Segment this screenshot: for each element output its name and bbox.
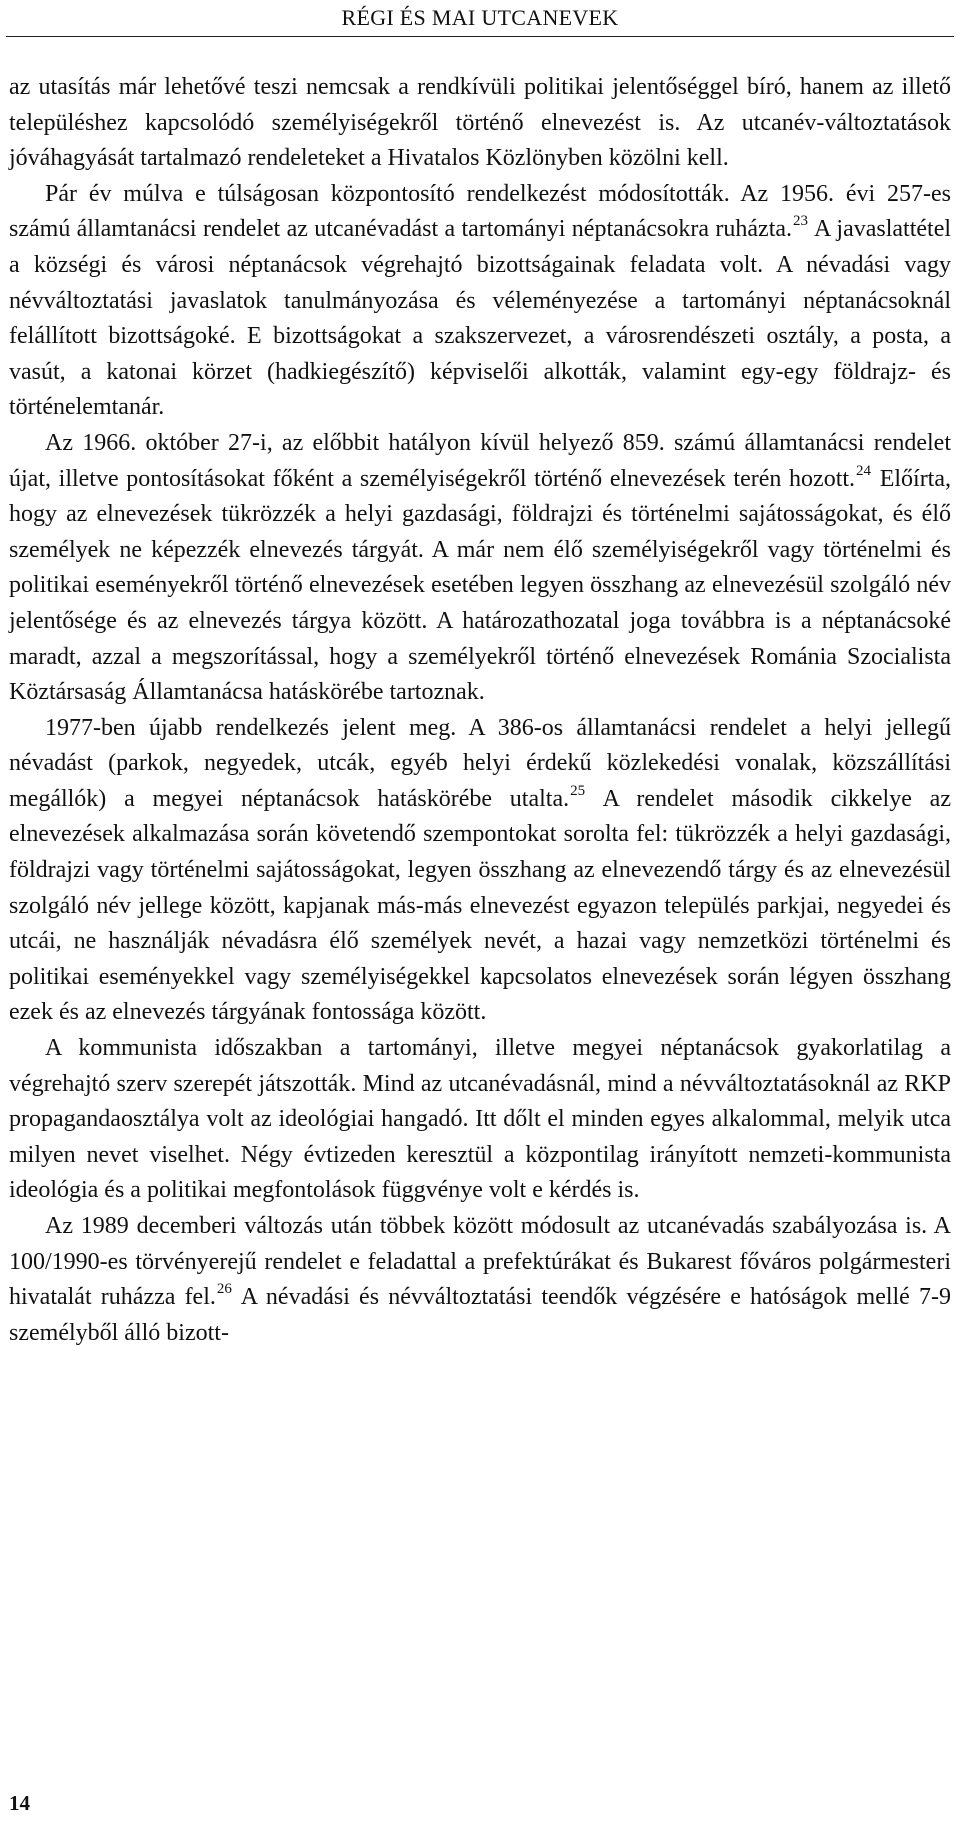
paragraph [9, 177, 951, 426]
paragraph-text: Pár év múlva e túlságosan központosító rendelkezést módosították. Az 1956. évi 257-es számú államtanácsi rendelet az utcanévadást a tartományi néptanácsokra ruházta. [9, 180, 951, 243]
page-number: 14 [9, 1791, 30, 1815]
footnote-marker[interactable]: 24 [856, 462, 872, 479]
paragraph-text: A javaslattétel a községi és városi néptanácsok végrehajtó bizottságainak feladata volt. A névadási vagy névváltoztatási javaslatok tanulmányozása és véleményezése a tartományi néptanácsoknál felállított bizottságoké. E bizottságokat a szakszervezet, a városrendészeti osztály, a posta, a vasút, a katonai körzet (hadkiegészítő) képviselői alkották, valamint egy-egy földrajz- és történelemtanár. [9, 216, 952, 421]
paragraph-text: Az 1966. október 27-i, az előbbit hatályon kívül helyező 859. számú államtanácsi rendelet újat, illetve pontosításokat főként a személyiségekről történő elnevezések terén hozott. [9, 429, 951, 492]
paragraph-text: Előírta, hogy az elnevezések tükrözzék a helyi gazdasági, földrajzi és történelmi sajátosságokat, és élő személyek ne képezzék elnevezés tárgyát. A már nem élő személyiségekről vagy történelmi és politikai eseményekről történő elnevezések esetében legyen összhang az elnevezésül szolgáló név jelentősége és az elnevezés tárgya között. A határozathozatal joga továbbra is a néptanácsoké maradt, azzal a megszorítással, hogy a személyekről történő elnevezések Románia Szocialista Köztársaság Államtanácsa hatáskörébe tartoznak. [9, 465, 952, 706]
paragraph [9, 426, 951, 711]
body-text [9, 70, 951, 1351]
paragraph-text: az utasítás már lehetővé teszi nemcsak a rendkívüli politikai jelentőséggel bíró, hanem az illető településhez kapcsolódó személyiségekről történő elnevezést is. Az utcanév-változtatások jóváhagyását tartalmazó rendeleteket a Hivatalos Közlönyben közölni kell. [9, 74, 951, 172]
paragraph-text: A kommunista időszakban a tartományi, illetve megyei néptanácsok gyakorlatilag a végrehajtó szerv szerepét játszották. Mind az utcanévadásnál, mind a névváltoztatásoknál az RKP propagandaosztálya volt az ideológiai hangadó. Itt dőlt el minden egyes alkalommal, melyik utca milyen nevet viselhet. Négy évtizeden keresztül a központilag irányított nemzeti-kommunista ideológia és a politikai megfontolások függvénye volt e kérdés is. [9, 1035, 951, 1204]
footnote-marker[interactable]: 26 [216, 1281, 232, 1298]
running-header: RÉGI ÉS MAI UTCANEVEK [341, 5, 619, 30]
header-divider [6, 36, 954, 37]
paragraph-text: 1977-ben újabb rendelkezés jelent meg. A 386-os államtanácsi rendelet a helyi jellegű névadást (parkok, negyedek, utcák, egyéb helyi érdekű közlekedési vonalak, közszállítási megállók) a megyei néptanácsok hatáskörébe utalta. [9, 714, 951, 812]
paragraph [9, 1209, 951, 1351]
paragraph-text: Az 1989 decemberi változás után többek között módosult az utcanévadás szabályozása is. A 100/1990-es törvényerejű rendelet e feladattal a prefektúrákat és Bukarest főváros polgármesteri hivatalát ruházza fel. [9, 1213, 951, 1311]
paragraph [9, 1031, 951, 1209]
paragraph-text: A névadási és névváltoztatási teendők végzésére e hatóságok mellé 7-9 személyből álló bizott- [9, 1284, 951, 1346]
footnote-marker[interactable]: 23 [793, 213, 809, 230]
paragraph [9, 70, 951, 177]
paragraph [9, 711, 951, 1031]
paragraph-text: A rendelet második cikkelye az elnevezések alkalmazása során követendő szempontokat sorolta fel: tükrözzék a helyi gazdasági, földrajzi vagy történelmi sajátosságokat, legyen összhang az elnevezendő tárgy és az elnevezésül szolgáló név jellege között, kapjanak más-más elnevezést egyazon település parkjai, negyedei és utcái, ne használják névadásra élő személyek nevét, a hazai vagy nemzetközi történelmi és politikai eseményekkel vagy személyiségekkel kapcsolatos elnevezések során légyen összhang ezek és az elnevezés tárgyának fontossága között. [9, 785, 951, 1026]
footnote-marker[interactable]: 25 [570, 782, 586, 799]
